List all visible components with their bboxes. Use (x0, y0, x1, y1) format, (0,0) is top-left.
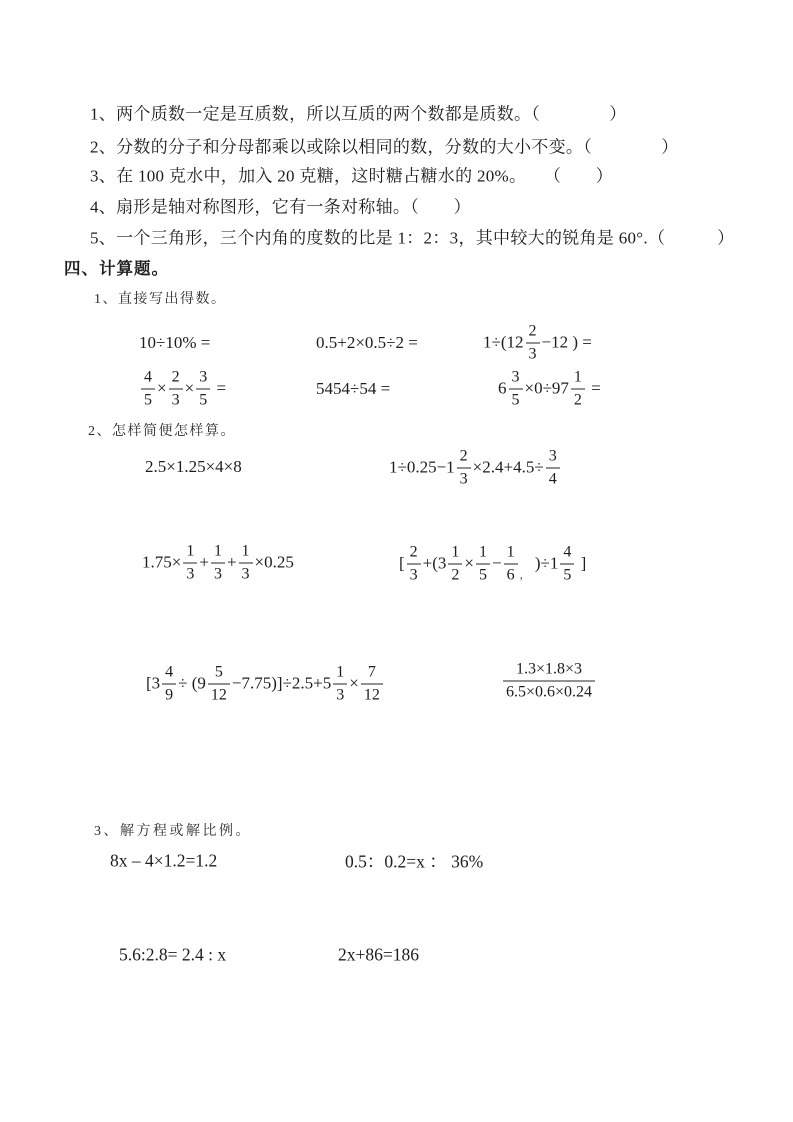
math-text: ×0÷97 (524, 378, 569, 398)
math-text: 1.75× (142, 552, 182, 572)
fraction: $\frac{3}{5}$ (196, 370, 210, 409)
math-expression (139, 370, 226, 409)
fraction: $\frac{3}{4}$ (546, 449, 560, 488)
math-expression (316, 333, 418, 353)
math-text: 5454÷54 = (316, 378, 391, 398)
fraction: $\frac{2}{3}$ (407, 545, 421, 584)
fraction: $\frac{7}{12}$ (361, 665, 383, 704)
fraction: $\frac{4}{9}$ (162, 665, 176, 704)
math-text: +(3 (422, 553, 447, 573)
truefalse-item-2: 2、分数的分子和分母都乘以或除以相同的数，分数的大小不变。（ ） (90, 137, 679, 157)
math-expression (389, 449, 562, 488)
subsection3-title: 3、解方程或解比例。 (94, 824, 252, 839)
math-text: ×0.25 (254, 552, 294, 572)
fraction: $\frac{1}{3}$ (239, 544, 253, 583)
math-text: × (464, 553, 475, 573)
math-text: )÷1 (530, 553, 559, 573)
math-text: ] (576, 553, 587, 573)
fraction: $\frac{5}{12}$ (208, 665, 230, 704)
math-text: −12 ) = (541, 332, 592, 352)
math-text: 1÷(12 (483, 332, 524, 352)
fraction: $\frac{4}{5}$ (560, 545, 574, 584)
math-text: 0.5+2×0.5÷2 = (316, 332, 418, 352)
math-expression (399, 545, 586, 584)
fraction: $\frac{4}{5}$ (141, 370, 155, 409)
fraction: $\frac{1.3\times 1.8\times 3}{6.5\times 0.6\times 0.24}$ (503, 662, 595, 701)
fraction: $\frac{1}{3}$ (183, 544, 197, 583)
math-expression (139, 333, 210, 353)
math-expression (316, 379, 390, 399)
math-text: = (586, 378, 601, 398)
math-expression (146, 665, 385, 704)
fraction: $\frac{3}{5}$ (509, 370, 523, 409)
math-text: −7.75)]÷2.5+5 (231, 673, 332, 693)
math-text: 10÷10% = (139, 332, 211, 352)
fraction: $\frac{1}{6}$ (504, 545, 518, 584)
subsection2-title: 2、怎样简便怎样算。 (88, 424, 236, 439)
math-text: ÷ (9 (178, 673, 206, 693)
fraction: $\frac{1}{2}$ (448, 545, 462, 584)
fraction: $\frac{1}{3}$ (211, 544, 225, 583)
equation: 5.6:2.8= 2.4 : x (119, 944, 227, 965)
fraction: $\frac{1}{5}$ (476, 545, 490, 584)
math-text: 1÷0.25−1 (389, 457, 455, 477)
truefalse-item-4: 4、扇形是轴对称图形，它有一条对称轴。（ ） (90, 197, 471, 217)
math-text: ×2.4+4.5÷ (472, 457, 544, 477)
fraction: $\frac{2}{3}$ (169, 370, 183, 409)
math-expression (498, 370, 601, 409)
fraction: $\frac{1}{3}$ (333, 665, 347, 704)
math-text: − (492, 553, 502, 573)
math-text: [3 (146, 673, 161, 693)
math-expression (501, 662, 597, 701)
math-text: + (199, 552, 209, 572)
math-text: × (184, 378, 195, 398)
math-expression (145, 457, 242, 477)
math-expression (483, 324, 592, 363)
equation: 2x+86=186 (338, 944, 419, 965)
math-text: 2.5×1.25×4×8 (145, 456, 242, 476)
fraction: $\frac{1}{2}$ (571, 370, 585, 409)
truefalse-item-5: 5、一个三角形，三个内角的度数的比是 1：2：3，其中较大的锐角是 60°.（ ） (90, 228, 735, 248)
fraction: $\frac{2}{3}$ (457, 449, 471, 488)
math-text: + (226, 552, 237, 572)
truefalse-item-3: 3、在 100 克水中，加入 20 克糖，这时糖占糖水的 20%。 （ ） (90, 166, 614, 186)
equation: 8x – 4×1.2=1.2 (110, 850, 218, 871)
subsection1-title: 1、直接写出得数。 (94, 292, 227, 307)
section4-title: 四、计算题。 (64, 259, 169, 278)
math-text: × (349, 673, 359, 693)
math-text: = (212, 378, 227, 398)
math-text: 6 (498, 378, 507, 398)
truefalse-item-1: 1、两个质数一定是互质数，所以互质的两个数都是质数。（ ） (90, 104, 627, 124)
math-text: × (157, 378, 167, 398)
small-comma: ， (519, 570, 530, 582)
fraction: $\frac{2}{3}$ (526, 324, 540, 363)
math-text: [ (399, 553, 405, 573)
equation: 0.5：0.2=x ： 36% (345, 851, 484, 872)
math-expression (142, 544, 294, 583)
